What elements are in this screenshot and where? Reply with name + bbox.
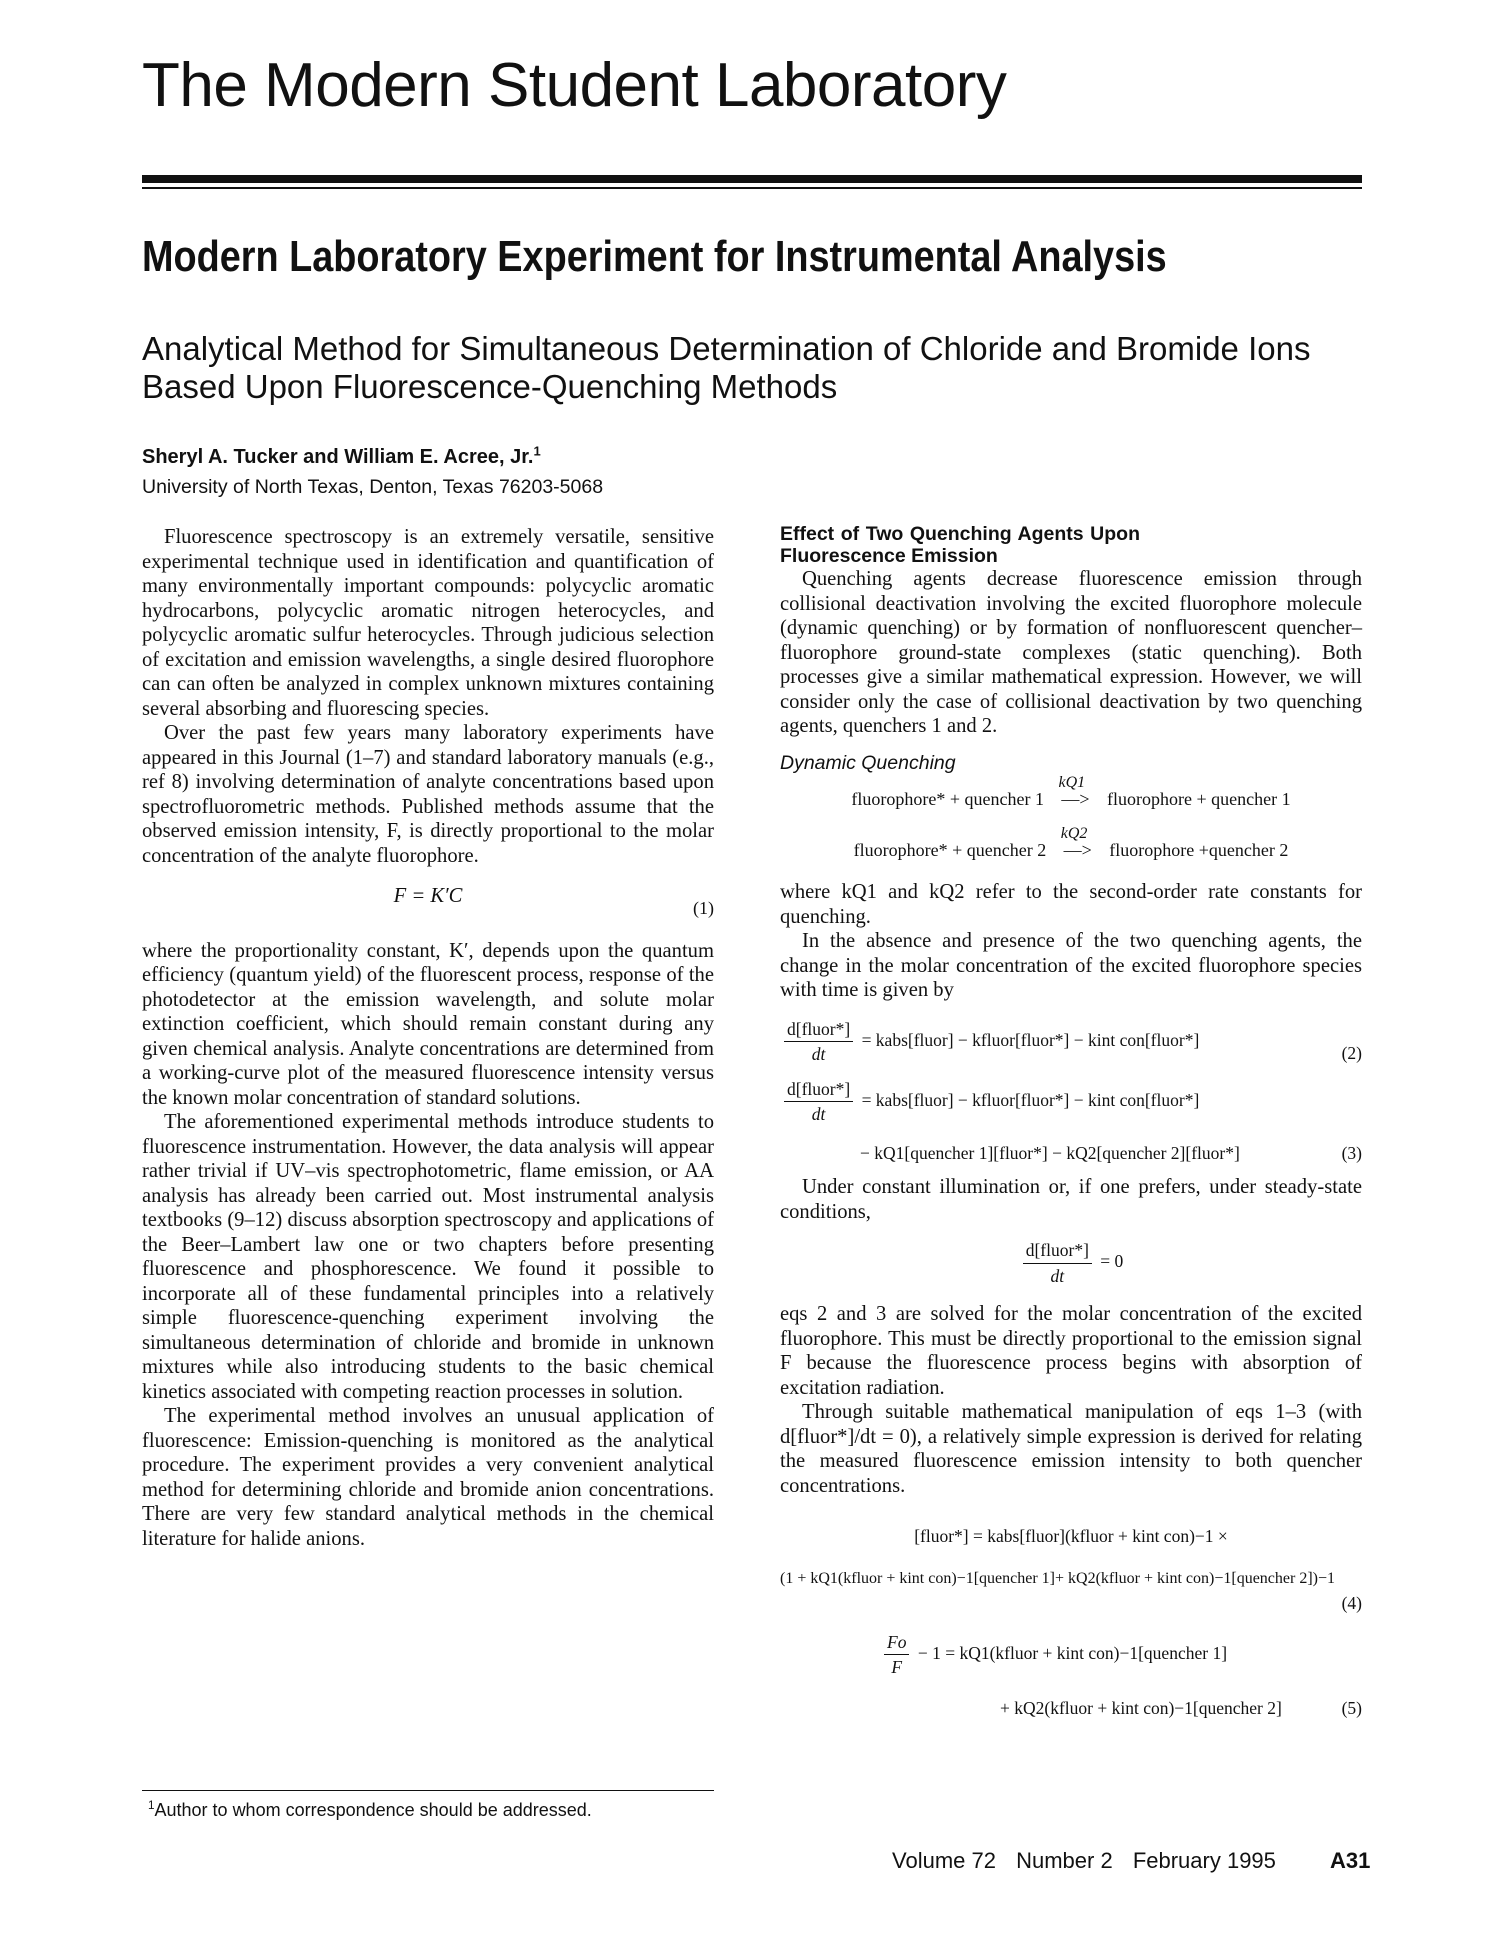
steady-state-equation (780, 1238, 1362, 1288)
equation-number: (4) (1341, 1593, 1362, 1613)
body-paragraph: eqs 2 and 3 are solved for the molar concentration of the excited fluorophore. This must be directly proportional to the emission signal F because the fluorescence process begins with absorption of excitation radiation. (780, 1303, 1362, 1399)
body-paragraph: Over the past few years many laboratory experiments have appeared in this Journal (1–7) and standard laboratory manuals (e.g., ref 8) involving determination of analyte concentrations based upon spectrofluorometric methods. Published methods assume that the observed emission intensity, F, is directly proportional to the molar concentration of the analyte fluorophore. (142, 722, 714, 867)
equation-1-body: F = K′C (393, 885, 463, 907)
author-footnote-mark: 1 (533, 443, 541, 459)
footer-number: Number 2 (1016, 1848, 1113, 1873)
footer-date: February 1995 (1132, 1848, 1276, 1873)
body-paragraph: Under constant illumination or, if one prefers, under steady-state conditions, (780, 1176, 1362, 1223)
body-paragraph: Quenching agents decrease fluorescence emission through collisional deactivation involving the excited fluorophore molecule (dynamic quenching) or by formation of nonfluorescent quencher–fluorophore ground-state complexes (static quenching). Both processes give a similar mathematical expression. However, we will consider only the case of collisional deactivation by two quenching agents, quenchers 1 and 2. (780, 568, 1362, 737)
equation-number: (5) (1341, 1697, 1362, 1718)
body-paragraph: Through suitable mathematical manipulation of eqs 1–3 (with d[fluor*]/dt = 0), a relatively simple expression is derived for relating the measured fluorescence emission intensity to both quencher concentrations. (780, 1401, 1362, 1497)
fraction-denominator: dt (1050, 1265, 1065, 1286)
equation-2-rhs: = kabs[fluor] − kfluor[fluor*] − kint con[fluor*] (861, 1029, 1200, 1050)
equation-3-rhs: = kabs[fluor] − kfluor[fluor*] − kint con[fluor*] (861, 1089, 1200, 1110)
header-rule-thick (142, 175, 1362, 183)
equation-5 (780, 1630, 1362, 1721)
rate-constant-kq1: kQ1 (1058, 774, 1086, 791)
rate-arrow-1: kQ1 —> (1049, 787, 1103, 812)
page-footer (892, 1848, 1370, 1874)
body-paragraph: where the proportionality constant, K′, depends upon the quantum efficiency (quantum yield) of the fluorescent process, response of the photodetector at the emission wavelength, and solute molar extinction coefficient, which should remain constant during any given chemical analysis. Analyte concentrations are determined from a working-curve plot of the measured fluorescence intensity versus the known molar concentration of standard solutions. (142, 939, 714, 1109)
reaction-2-right: fluorophore +quencher 2 (1109, 839, 1289, 860)
fraction-numerator: d[fluor*] (784, 1077, 853, 1103)
equation-4-line-2: (1 + kQ1(kfluor + kint con)−1[quencher 1]+ kQ2(kfluor + kint con)−1[quencher 2])−1 (780, 1569, 1336, 1587)
footnote-rule (142, 1790, 714, 1791)
fraction-numerator: d[fluor*] (1023, 1238, 1092, 1264)
rate-arrow-2: kQ2 —> (1051, 838, 1105, 863)
derivative-fraction (784, 1077, 853, 1127)
footer-volume: Volume 72 (892, 1848, 996, 1873)
fraction-denominator: dt (811, 1044, 826, 1064)
fraction-numerator: Fo (884, 1630, 909, 1656)
affiliation: University of North Texas, Denton, Texas 76203-5068 (142, 476, 604, 498)
equation-number: (3) (1341, 1142, 1362, 1163)
footnote-mark: 1 (148, 1799, 155, 1812)
steady-state-rhs: = 0 (1100, 1251, 1124, 1272)
fraction-denominator: F (891, 1657, 903, 1677)
section-heading: Effect of Two Quenching Agents Upon Fluorescence Emission (780, 523, 1140, 567)
reaction-2-left: fluorophore* + quencher 2 (853, 839, 1047, 860)
rate-constant-kq2: kQ2 (1060, 824, 1088, 842)
body-paragraph: The experimental method involves an unusual application of fluorescence: Emission-quenching is monitored as the analytical procedure. The experiment provides a very convenient analytical method for determining chloride and bromide anion concentrations. There are very few standard analytical methods in the chemical literature for halide anions. (142, 1405, 714, 1550)
page-number: A31 (1330, 1848, 1371, 1873)
ratio-fraction (884, 1630, 909, 1680)
author-names: Sheryl A. Tucker and William E. Acree, Jr. (142, 446, 534, 468)
body-paragraph: where kQ1 and kQ2 refer to the second-order rate constants for quenching. (780, 881, 1362, 928)
equation-2 (780, 1017, 1362, 1067)
body-paragraph: The aforementioned experimental methods introduce students to fluorescence instrumentation. However, the data analysis will appear rather trivial if UV–vis spectrophotometric, flame emission, or AA analysis has already been carried out. Most instrumental analysis textbooks (9–12) discuss absorption spectroscopy and applications of the Beer–Lambert law one or two chapters before presenting fluorescence and phosphorescence. We found it possible to incorporate all of these fundamental principles into a relatively simple fluorescence-quenching experiment involving the simultaneous determination of chloride and bromide in unknown mixtures while also introducing students to the basic chemical kinetics associated with competing reaction processes in solution. (142, 1111, 714, 1403)
reaction-1 (780, 774, 1362, 812)
reaction-2 (780, 824, 1362, 863)
equation-3-line-2: − kQ1[quencher 1][fluor*] − kQ2[quencher 2][fluor*] (860, 1142, 1240, 1163)
left-column (142, 525, 714, 1551)
authors (142, 443, 541, 469)
fraction-denominator: dt (811, 1104, 826, 1124)
equation-4-line-1: [fluor*] = kabs[fluor](kfluor + kint con)−1 × (914, 1526, 1228, 1546)
equation-4 (780, 1524, 1362, 1616)
equation-number: (1) (693, 898, 714, 918)
equation-number: (2) (1341, 1042, 1362, 1063)
equation-3 (780, 1077, 1362, 1166)
body-paragraph: In the absence and presence of the two quenching agents, the change in the molar concentration of the excited fluorophore species with time is given by (780, 930, 1362, 1001)
footnote-text: Author to whom correspondence should be addressed. (154, 1800, 592, 1820)
article-subtitle: Analytical Method for Simultaneous Determination of Chloride and Bromide Ions Based Upon Fluorescence-Quenching Methods (142, 330, 1311, 405)
footnote (148, 1800, 592, 1821)
article-title: Modern Laboratory Experiment for Instrumental Analysis (142, 232, 1167, 281)
right-column (780, 523, 1362, 1730)
fraction-numerator: d[fluor*] (784, 1017, 853, 1043)
derivative-fraction (1023, 1238, 1092, 1288)
header-rule-thin (142, 187, 1362, 189)
equation-5-line-1: − 1 = kQ1(kfluor + kint con)−1[quencher 1] (917, 1642, 1228, 1663)
derivative-fraction (784, 1017, 853, 1067)
section-header: The Modern Student Laboratory (142, 51, 1007, 120)
body-paragraph: Fluorescence spectroscopy is an extremely versatile, sensitive experimental technique used in identification and quantification of many environmentally important compounds: polycyclic aromatic hydrocarbons, polycyclic aromatic nitrogen heterocycles, and polycyclic aromatic sulfur heterocycles. Through judicious selection of excitation and emission wavelengths, a single desired fluorophore can can often be analyzed in complex unknown mixtures containing several absorbing and fluorescing species. (142, 526, 714, 720)
equation-1 (142, 884, 714, 918)
reaction-1-left: fluorophore* + quencher 1 (851, 789, 1044, 809)
reaction-1-right: fluorophore + quencher 1 (1107, 789, 1291, 809)
subsection-heading: Dynamic Quenching (780, 751, 956, 774)
equation-5-line-2: + kQ2(kfluor + kint con)−1[quencher 2] (1000, 1697, 1282, 1718)
